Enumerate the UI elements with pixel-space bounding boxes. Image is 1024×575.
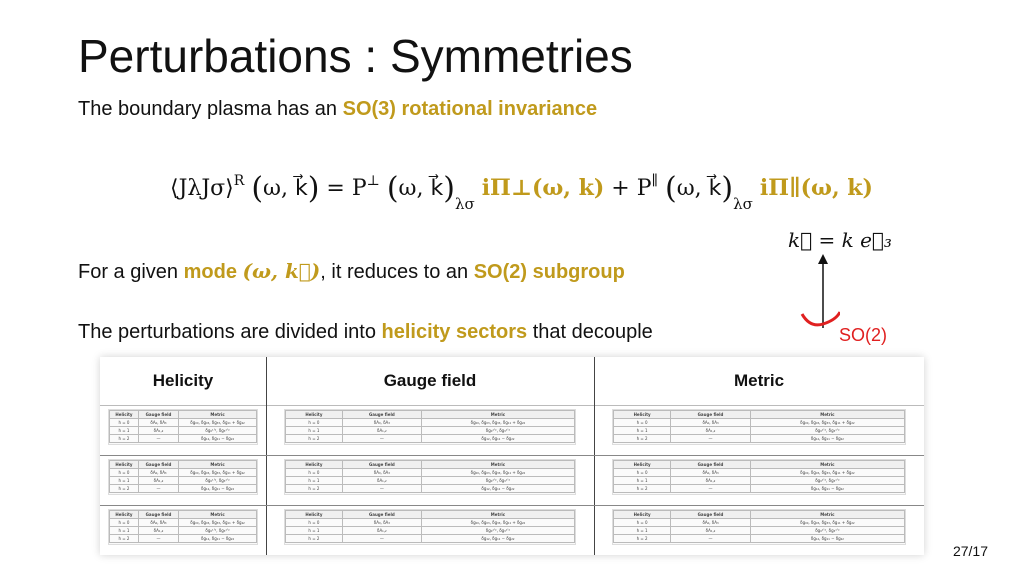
mini-table-header: Metric: [750, 461, 904, 469]
line-so2-mode: mode: [183, 261, 237, 283]
mini-table-cell: h = 1: [110, 427, 139, 435]
mini-table-header: Helicity: [110, 511, 139, 519]
line-helicity-highlight: helicity sectors: [381, 321, 528, 343]
mini-table-cell: δg₀¹'², δg₃¹'²: [750, 427, 904, 435]
mini-table-row: [286, 485, 575, 493]
mini-table-row: [614, 477, 905, 485]
mini-table: [108, 409, 258, 445]
mini-table-cell: δA₀, δA₃: [671, 419, 751, 427]
mini-table-cell: h = 0: [286, 419, 343, 427]
mini-table-header: Metric: [421, 511, 574, 519]
line-so3: [78, 96, 597, 122]
mini-table-row: [286, 419, 575, 427]
mini-table-cell: δg₁₂, δg₁₁ − δg₂₂: [179, 485, 257, 493]
mini-table-cell: h = 2: [286, 535, 343, 543]
mini-table-cell: h = 2: [110, 535, 139, 543]
mini-table-row: [614, 485, 905, 493]
mini-table-cell: δg₀₀, δg₀₃, δg₃₃, δg₁₁ + δg₂₂: [750, 419, 904, 427]
line-helicity: [78, 319, 653, 345]
mini-table-row: [286, 427, 575, 435]
mini-table-cell: h = 2: [286, 485, 343, 493]
mini-table-cell: h = 0: [110, 519, 139, 527]
mini-table: [284, 509, 576, 545]
mini-table-row: [110, 477, 257, 485]
eq-sub-1: λσ: [454, 195, 475, 213]
mini-table-cell: δg₀₀, δg₀₃, δg₃₃, δg₁₁ + δg₂₂: [750, 519, 904, 527]
mini-table-cell: h = 2: [614, 485, 671, 493]
mini-table: [108, 459, 258, 495]
mini-table-cell: δg₀¹'², δg₃¹'²: [179, 527, 257, 535]
mini-table-cell: δA₁,₂: [342, 527, 421, 535]
mini-table-cell: h = 0: [110, 419, 139, 427]
mini-table-row: [614, 519, 905, 527]
mini-table-cell: δg₀¹'², δg₃¹'²: [179, 477, 257, 485]
mini-table-cell: h = 1: [110, 527, 139, 535]
mini-table-cell: δg₀₀, δg₀₃, δg₃₃, δg₁₁ + δg₂₂: [179, 519, 257, 527]
line-so2-prefix: For a given: [78, 261, 184, 283]
eq-equals-p: = P: [319, 176, 367, 201]
mini-table-header: Helicity: [614, 511, 671, 519]
eq-lhs: ⟨JλJσ⟩: [170, 176, 234, 201]
eq-sub-2: λσ: [733, 195, 753, 213]
line-so2-mode-math: (ω, k⃗): [242, 259, 321, 283]
mini-table: [612, 509, 906, 545]
so2-diagram: [780, 250, 840, 335]
mini-table-cell: δA₁,₂: [342, 427, 421, 435]
mini-table-cell: δA₀, δA₃: [138, 419, 178, 427]
mini-table-row: [614, 535, 905, 543]
mini-table-cell: h = 2: [110, 485, 139, 493]
mini-table-cell: —: [138, 535, 178, 543]
column-divider: [594, 357, 595, 555]
helicity-table: [100, 357, 924, 555]
mini-table-cell: δA₀, δA₃: [138, 469, 178, 477]
mini-table-cell: h = 1: [286, 477, 343, 485]
mini-table: [108, 509, 258, 545]
mini-table-cell: δg₀¹'², δg₃¹'²: [421, 427, 574, 435]
mini-table-cell: h = 1: [286, 427, 343, 435]
mini-table-row: [286, 469, 575, 477]
line-so2-highlight: SO(2) subgroup: [473, 261, 625, 283]
mini-table-cell: —: [342, 435, 421, 443]
mini-table-row: [614, 427, 905, 435]
mini-table: [284, 459, 576, 495]
mini-table-cell: h = 0: [286, 469, 343, 477]
mini-table-header: Gauge field: [671, 511, 751, 519]
mini-table-cell: —: [138, 485, 178, 493]
mini-table-cell: δg₀¹'², δg₃¹'²: [421, 527, 574, 535]
mini-table-row: [286, 535, 575, 543]
mini-table-cell: —: [671, 485, 751, 493]
mini-table: [284, 409, 576, 445]
table-header: [100, 357, 924, 406]
mini-table-cell: —: [138, 435, 178, 443]
row-divider: [100, 455, 924, 456]
mini-table-cell: δA₀, δA₃: [342, 519, 421, 527]
mini-table-cell: δg₁₂, δg₁₁ − δg₂₂: [750, 435, 904, 443]
mini-table-row: [110, 519, 257, 527]
mini-table-cell: h = 0: [110, 469, 139, 477]
mini-table: [612, 459, 906, 495]
so2-label: SO(2): [839, 325, 888, 345]
mini-table-header: Metric: [750, 511, 904, 519]
mini-table-row: [110, 435, 257, 443]
line-so3-prefix: The boundary plasma has an: [78, 98, 343, 120]
eq-par: ∥: [651, 173, 658, 189]
mini-table-row: [110, 535, 257, 543]
mini-table-header: Helicity: [286, 461, 343, 469]
mini-table-cell: δg₁₂, δg₁₁ − δg₂₂: [421, 535, 574, 543]
mini-table-header: Helicity: [286, 411, 343, 419]
mini-table-cell: δg₁₂, δg₁₁ − δg₂₂: [179, 435, 257, 443]
mini-table-cell: δg₀₀, δg₀₃, δg₃₃, δg₁₁ + δg₂₂: [421, 519, 574, 527]
mini-table-cell: δA₁,₂: [138, 427, 178, 435]
header-metric: Metric: [733, 371, 785, 390]
eq-pi-perp: iΠ⊥(ω, k): [481, 175, 605, 201]
mini-table-cell: h = 2: [110, 435, 139, 443]
mini-table-row: [614, 469, 905, 477]
mini-table-cell: —: [671, 435, 751, 443]
mini-table-row: [286, 527, 575, 535]
mini-table-cell: δg₀₀, δg₀₃, δg₃₃, δg₁₁ + δg₂₂: [421, 469, 574, 477]
mini-table-cell: h = 1: [614, 477, 671, 485]
mini-table-cell: δA₀, δA₃: [342, 469, 421, 477]
mini-table-cell: δA₁,₂: [671, 477, 751, 485]
mini-table-cell: δA₀, δA₃: [342, 419, 421, 427]
header-helicity: Helicity: [152, 371, 214, 390]
mini-table-row: [286, 519, 575, 527]
mini-table-row: [110, 527, 257, 535]
eq-plus-p: + P: [604, 176, 652, 201]
mini-table-cell: δA₁,₂: [671, 527, 751, 535]
eq-lhs-sup: R: [233, 173, 245, 189]
mini-table-cell: δg₁₂, δg₁₁ − δg₂₂: [750, 485, 904, 493]
line-helicity-suffix: that decouple: [527, 321, 653, 343]
mini-table-cell: h = 1: [614, 527, 671, 535]
mini-table-row: [110, 427, 257, 435]
mini-table-row: [110, 469, 257, 477]
mini-table-cell: δg₀¹'², δg₃¹'²: [750, 477, 904, 485]
k-vector-label: k⃗ = k e⃗₃: [788, 228, 892, 252]
mini-table-cell: δA₁,₂: [138, 527, 178, 535]
mini-table-cell: —: [342, 485, 421, 493]
k-axis-arrow-icon: [780, 250, 840, 330]
mini-table-cell: δg₁₂, δg₁₁ − δg₂₂: [421, 435, 574, 443]
mini-table-cell: δg₀¹'², δg₃¹'²: [750, 527, 904, 535]
mini-table-row: [110, 419, 257, 427]
mini-table-row: [286, 435, 575, 443]
mini-table-row: [286, 477, 575, 485]
mini-table-cell: δg₁₂, δg₁₁ − δg₂₂: [750, 535, 904, 543]
mini-table-header: Helicity: [110, 411, 139, 419]
line-so2-mid: , it reduces to an: [320, 261, 474, 283]
line-so3-highlight: SO(3) rotational invariance: [342, 98, 598, 120]
line-helicity-prefix: The perturbations are divided into: [78, 321, 382, 343]
mini-table-cell: —: [342, 535, 421, 543]
column-divider: [266, 357, 267, 555]
mini-table-cell: h = 0: [614, 419, 671, 427]
mini-table-cell: δA₀, δA₃: [671, 519, 751, 527]
mini-table-cell: δg₀¹'², δg₃¹'²: [179, 427, 257, 435]
mini-table-cell: δg₀₀, δg₀₃, δg₃₃, δg₁₁ + δg₂₂: [421, 419, 574, 427]
mini-table-row: [110, 485, 257, 493]
line-so2: [78, 258, 625, 285]
mini-table-cell: h = 0: [614, 519, 671, 527]
mini-table-cell: h = 0: [614, 469, 671, 477]
mini-table: [612, 409, 906, 445]
mini-table-header: Helicity: [110, 461, 139, 469]
mini-table-cell: δg₀₀, δg₀₃, δg₃₃, δg₁₁ + δg₂₂: [750, 469, 904, 477]
mini-table-cell: h = 1: [110, 477, 139, 485]
mini-table-header: Helicity: [614, 411, 671, 419]
mini-table-row: [614, 419, 905, 427]
mini-table-header: Metric: [179, 461, 257, 469]
mini-table-cell: h = 1: [614, 427, 671, 435]
eq-pi-par: iΠ∥(ω, k): [759, 175, 873, 201]
header-gauge-field: Gauge field: [383, 371, 477, 390]
mini-table-row: [614, 527, 905, 535]
mini-table-cell: —: [671, 535, 751, 543]
mini-table-header: Metric: [421, 461, 574, 469]
mini-table-header: Gauge field: [138, 461, 178, 469]
mini-table-header: Metric: [750, 411, 904, 419]
mini-table-cell: δg₁₂, δg₁₁ − δg₂₂: [421, 485, 574, 493]
mini-table-header: Helicity: [614, 461, 671, 469]
mini-table-cell: δA₁,₂: [342, 477, 421, 485]
mini-table-header: Gauge field: [342, 411, 421, 419]
mini-table-header: Gauge field: [342, 511, 421, 519]
mini-table-cell: δg₀₀, δg₀₃, δg₃₃, δg₁₁ + δg₂₂: [179, 419, 257, 427]
mini-table-cell: h = 2: [614, 435, 671, 443]
mini-table-header: Metric: [179, 411, 257, 419]
mini-table-cell: δg₀₀, δg₀₃, δg₃₃, δg₁₁ + δg₂₂: [179, 469, 257, 477]
mini-table-cell: h = 2: [286, 435, 343, 443]
mini-table-header: Metric: [179, 511, 257, 519]
eq-arg-3: ω, k⃗: [676, 176, 722, 201]
row-divider: [100, 505, 924, 506]
correlator-equation: ⟨JλJσ⟩$^R$ (ω, k⃗) = P⊥ (ω, $k⃗)_{\lambda\sigma}$ iΠ⊥(ω, k) + P∥ (ω, $k⃗)_{\lambda\sigma}$ iΠ∥(ω, k): [170, 171, 873, 213]
mini-table-header: Gauge field: [342, 461, 421, 469]
mini-table-cell: δg₀¹'², δg₃¹'²: [421, 477, 574, 485]
mini-table-cell: δg₁₂, δg₁₁ − δg₂₂: [179, 535, 257, 543]
mini-table-header: Metric: [421, 411, 574, 419]
mini-table-header: Helicity: [286, 511, 343, 519]
mini-table-cell: δA₀, δA₃: [138, 519, 178, 527]
mini-table-cell: h = 2: [614, 535, 671, 543]
mini-table-cell: δA₀, δA₃: [671, 469, 751, 477]
mini-table-header: Gauge field: [671, 461, 751, 469]
eq-arg-1: ω, k⃗: [263, 176, 308, 201]
eq-arg-2: ω, k⃗: [398, 176, 444, 201]
page-number: 27/17: [952, 543, 988, 559]
mini-table-cell: h = 1: [286, 527, 343, 535]
mini-table-header: Gauge field: [138, 511, 178, 519]
mini-table-header: Gauge field: [138, 411, 178, 419]
slide-title: Perturbations : Symmetries: [78, 30, 633, 82]
mini-table-row: [614, 435, 905, 443]
mini-table-cell: h = 0: [286, 519, 343, 527]
mini-table-cell: δA₁,₂: [671, 427, 751, 435]
eq-perp: ⊥: [366, 173, 380, 189]
mini-table-header: Gauge field: [671, 411, 751, 419]
mini-table-cell: δA₁,₂: [138, 477, 178, 485]
